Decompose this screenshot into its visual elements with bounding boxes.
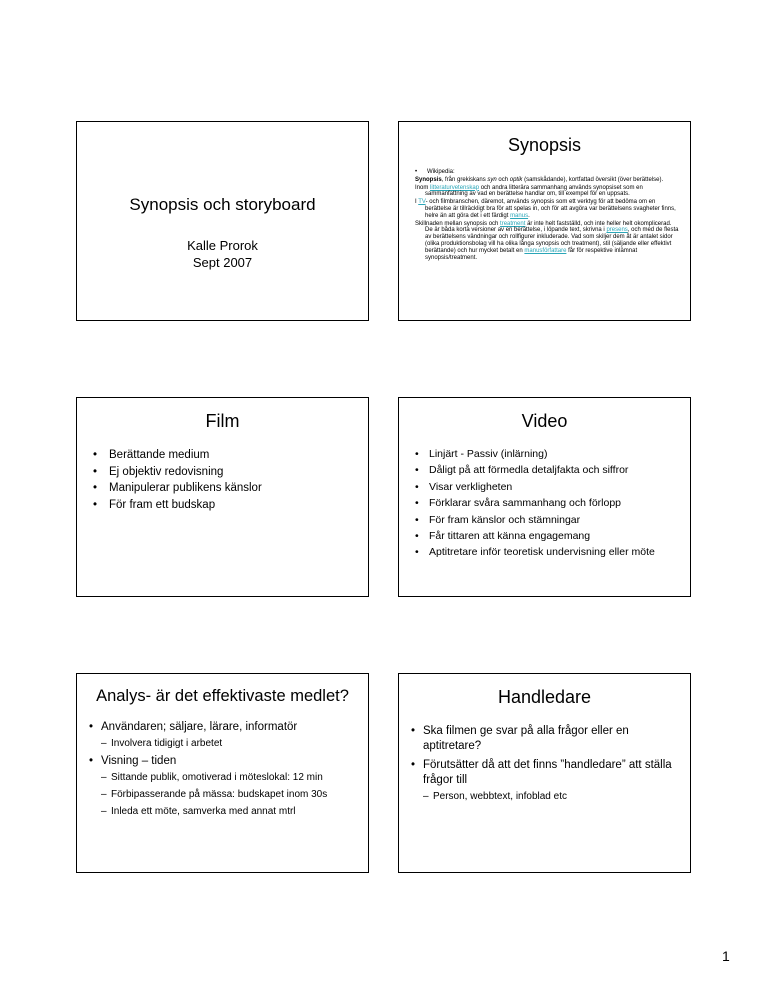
bullet-list [89,720,360,822]
list-item: • Aptitretare inför teoretisk undervisning eller möte [415,544,682,560]
synopsis-paragraph-3 [415,199,680,219]
slide-title [76,121,369,321]
synopsis-paragraph-4 [415,221,680,262]
slide-analys [76,673,369,873]
bullet-list [93,447,358,513]
sub-list-item: – Person, webbtext, infoblad etc [423,790,682,803]
list-item: • Ska filmen ge svar på alla frågor eller en aptitretare? [411,724,682,754]
sub-list-item: – Sittande publik, omotiverad i möteslokal: 12 min [101,771,360,784]
link-presens[interactable]: presens [606,227,628,234]
list-item [411,758,682,803]
sub-list [101,771,360,818]
list-item: • Ej objektiv redovisning [93,464,358,481]
list-item: • Berättande medium [93,447,358,464]
link-tv[interactable]: TV [418,199,426,206]
text-run: är inte helt fastställd, och inte heller helt okomplicerad. De är båda korta versioner av en berättelse, i löpande text, skrivna i [425,220,672,234]
list-item [89,754,360,818]
date: Sept 2007 [192,255,253,270]
text-run: syn [487,176,497,183]
text-run: . [528,212,530,219]
link-litteraturvetenskap[interactable]: litteraturvetenskap [430,184,480,191]
text-run: Skillnaden mellan synopsis och [415,220,501,227]
list-item: • Linjärt - Passiv (inlärning) [415,446,682,462]
text-run: , från grekiskans [441,176,488,183]
text-run: - och filmbranschen, däremot, används synopsis som ett verktyg för att bedöma om en berättelse är tillräckligt bra för att spelas in, och för att avgöra var berättelsens svagheter finns, helre än att göra det i ett färdigt [425,199,676,219]
wiki-line: • Wikipedia: [415,169,680,176]
list-item-label: Användaren; säljare, lärare, informatör [101,721,298,733]
text-run: I [415,199,419,206]
slide-heading: Analys- är det effektivaste medlet? [96,687,349,705]
list-item: • Visar verkligheten [415,479,682,495]
synopsis-paragraph-1 [415,177,680,184]
bullet-list [411,724,682,807]
list-item-label: Visning – tiden [101,755,177,767]
author: Kalle Prorok [187,238,258,253]
list-item: • Förklarar svåra sammanhang och förlopp [415,495,682,511]
list-item-label: Förutsätter då att det finns ”handledare” att ställa frågor till [423,759,672,786]
text-run: , och med de flesta av berättelsens vändningar och rollfigurer inkluderade. Vad som skiljer dem åt är antalet sidor (olika produktionsbolag vill ha olika långa synopsis och treatment), stil (säljande eller effektivt berättande) och hur mycket betalt en [425,227,679,254]
sub-list [101,737,360,750]
sub-list [423,790,682,803]
slide-synopsis [398,121,691,321]
slide-title-heading: Synopsis och storyboard [129,195,316,214]
page-number: 1 [722,948,730,964]
sub-list-item: – Inleda ett möte, samverka med annat mtrl [101,805,360,818]
text-run: optik [509,176,523,183]
list-item: • Får tittaren att känna engagemang [415,528,682,544]
link-manusforfattare[interactable]: manusförfattare [524,247,567,254]
list-item: • Manipulerar publikens känslor [93,480,358,497]
list-item [89,720,360,750]
list-item: • För fram känslor och stämningar [415,512,682,528]
slide-heading: Video [521,411,568,431]
synopsis-text [415,169,680,262]
text-run: och [496,176,510,183]
synopsis-bold: Synopsis [415,176,442,183]
link-manus[interactable]: manus [510,212,529,219]
sub-list-item: – Involvera tidigigt i arbetet [101,737,360,750]
text-run: (samskådande), kortfattad översikt (över berättelse). [522,176,664,183]
list-item: • För fram ett budskap [93,497,358,514]
text-run: Inom [415,184,431,191]
slide-heading: Film [205,411,240,431]
text-run: får för respektive inlämnat synopsis/treatment. [425,247,638,261]
slide-heading: Synopsis [507,135,582,155]
slide-film [76,397,369,597]
slide-handledare [398,673,691,873]
slide-heading: Handledare [497,687,592,707]
link-treatment[interactable]: treatment [500,220,526,227]
text-run: och andra litterära sammanhang används synopsiset som en sammanfattning av vad en berättelse handlar om, till exempel för en uppsats. [425,184,643,198]
synopsis-paragraph-2 [415,185,680,199]
list-item: • Dåligt på att förmedla detaljfakta och siffror [415,462,682,478]
bullet-list [415,446,682,561]
slide-video [398,397,691,597]
sub-list-item: – Förbipasserande på mässa: budskapet inom 30s [101,788,360,801]
